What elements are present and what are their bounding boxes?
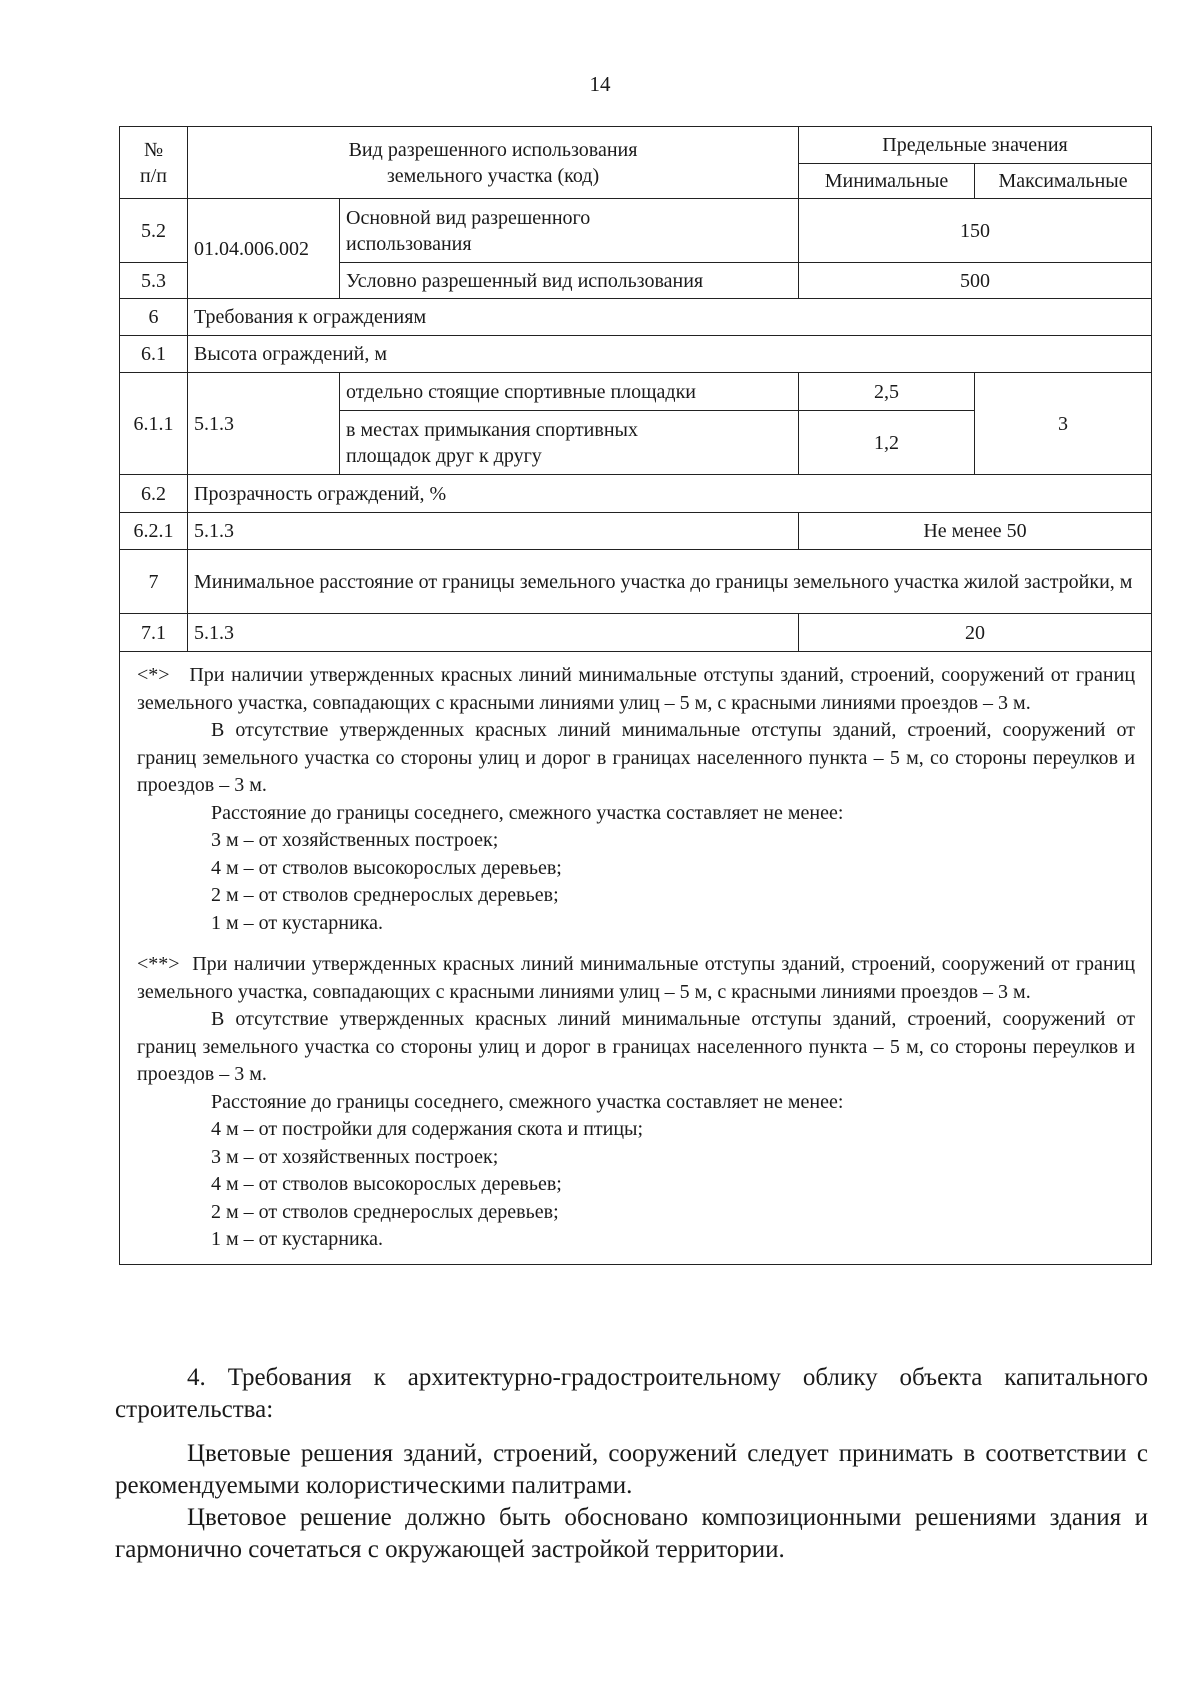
table-row <box>120 550 1152 614</box>
land-use-limits-table <box>119 126 1152 1265</box>
header-num: № п/п <box>120 127 188 199</box>
row-num: 6.1.1 <box>120 373 188 475</box>
header-min: Минимальные <box>799 164 975 199</box>
row-section-title: Прозрачность ограждений, % <box>188 475 1152 513</box>
row-num: 6.1 <box>120 336 188 373</box>
row-code: 5.1.3 <box>188 373 340 475</box>
note-1-paragraph-2: В отсутствие утвержденных красных линий минимальные отступы зданий, строений, сооружений от границ земельного участка со стороны улиц и дорог в границах населенного пункта – 5 м, со стороны переулков и проездов – 3 м. <box>137 719 1136 796</box>
row-desc: Основной вид разрешенного использования <box>340 199 799 263</box>
row-min: 2,5 <box>799 373 975 411</box>
row-value: 500 <box>799 263 1152 299</box>
row-value: Не менее 50 <box>799 513 1152 550</box>
header-limits: Предельные значения <box>799 127 1152 164</box>
note-1-list-item: 2 м – от стволов среднерослых деревьев; <box>211 884 559 906</box>
table-row <box>120 614 1152 652</box>
row-desc: в местах примыкания спортивных площадок друг к другу <box>340 411 799 475</box>
page-number: 14 <box>589 72 611 96</box>
row-num: 6.2 <box>120 475 188 513</box>
row-section-title: Требования к ограждениям <box>188 299 1152 336</box>
note-1-paragraph-3: Расстояние до границы соседнего, смежного участка составляет не менее: <box>211 801 844 824</box>
row-section-title: Высота ограждений, м <box>188 336 1152 373</box>
note-2-paragraph-2: В отсутствие утвержденных красных линий минимальные отступы зданий, строений, сооружений от границ земельного участка со стороны улиц и дорог в границах населенного пункта – 5 м, со стороны переулков и проездов – 3 м. <box>137 1008 1136 1085</box>
row-num: 7 <box>120 550 188 614</box>
row-num: 6 <box>120 299 188 336</box>
note-2-list-item: 1 м – от кустарника. <box>211 1228 384 1250</box>
row-value: 150 <box>799 199 1152 263</box>
row-max: 3 <box>975 373 1152 475</box>
row-desc: отдельно стоящие спортивные площадки <box>340 373 799 411</box>
note-2-list-item: 3 м – от хозяйственных построек; <box>211 1145 499 1168</box>
body-paragraph: Цветовые решения зданий, строений, сооружений следует принимать в соответствии с рекомендуемыми колористическими палитрами. <box>115 1440 1148 1499</box>
body-paragraph: Цветовое решение должно быть обосновано композиционными решениями здания и гармонично сочетаться с окружающей застройкой территории. <box>115 1504 1148 1563</box>
table-row <box>120 373 1152 411</box>
table-notes <box>120 652 1152 1265</box>
row-min: 1,2 <box>799 411 975 475</box>
table-row <box>120 336 1152 373</box>
table-row <box>120 199 1152 263</box>
note-2-paragraph-3: Расстояние до границы соседнего, смежного участка составляет не менее: <box>211 1090 844 1113</box>
row-value: 20 <box>799 614 1152 652</box>
row-section-title: Минимальное расстояние от границы земельного участка до границы земельного участка жилой застройки, м <box>188 550 1152 614</box>
row-code: 01.04.006.002 <box>188 199 340 299</box>
row-num: 5.2 <box>120 199 188 263</box>
row-desc: Условно разрешенный вид использования <box>340 263 799 299</box>
header-kind: Вид разрешенного использования земельного участка (код) <box>188 127 799 199</box>
note-1-list-item: 4 м – от стволов высокорослых деревьев; <box>211 856 562 879</box>
table-row <box>120 475 1152 513</box>
header-max: Максимальные <box>975 164 1152 199</box>
note-2-list-item: 4 м – от постройки для содержания скота и птицы; <box>211 1118 644 1140</box>
note-2-paragraph-1: <**> При наличии утвержденных красных линий минимальные отступы зданий, строений, сооружений от границ земельного участка, совпадающих с красными линиями улиц – 5 м, с красными линиями проездов – 3 м. <box>137 953 1141 1003</box>
note-2-list-item: 2 м – от стволов среднерослых деревьев; <box>211 1200 559 1223</box>
note-1-paragraph-1: <*> При наличии утвержденных красных линий минимальные отступы зданий, строений, сооружений от границ земельного участка, совпадающих с красными линиями улиц – 5 м, с красными линиями проездов – 3 м. <box>137 664 1141 714</box>
note-2-list-item: 4 м – от стволов высокорослых деревьев; <box>211 1173 562 1195</box>
note-1-list-item: 3 м – от хозяйственных построек; <box>211 829 499 851</box>
row-num: 5.3 <box>120 263 188 299</box>
table-row <box>120 513 1152 550</box>
row-code: 5.1.3 <box>188 513 799 550</box>
table-row <box>120 299 1152 336</box>
row-num: 7.1 <box>120 614 188 652</box>
note-1-list-item: 1 м – от кустарника. <box>211 911 384 934</box>
row-code: 5.1.3 <box>188 614 799 652</box>
body-text <box>115 1362 1148 1566</box>
table-notes-row <box>120 652 1152 1265</box>
section-4-heading: 4. Требования к архитектурно-градостроительному облику объекта капитального строительства: <box>115 1364 1148 1423</box>
row-num: 6.2.1 <box>120 513 188 550</box>
